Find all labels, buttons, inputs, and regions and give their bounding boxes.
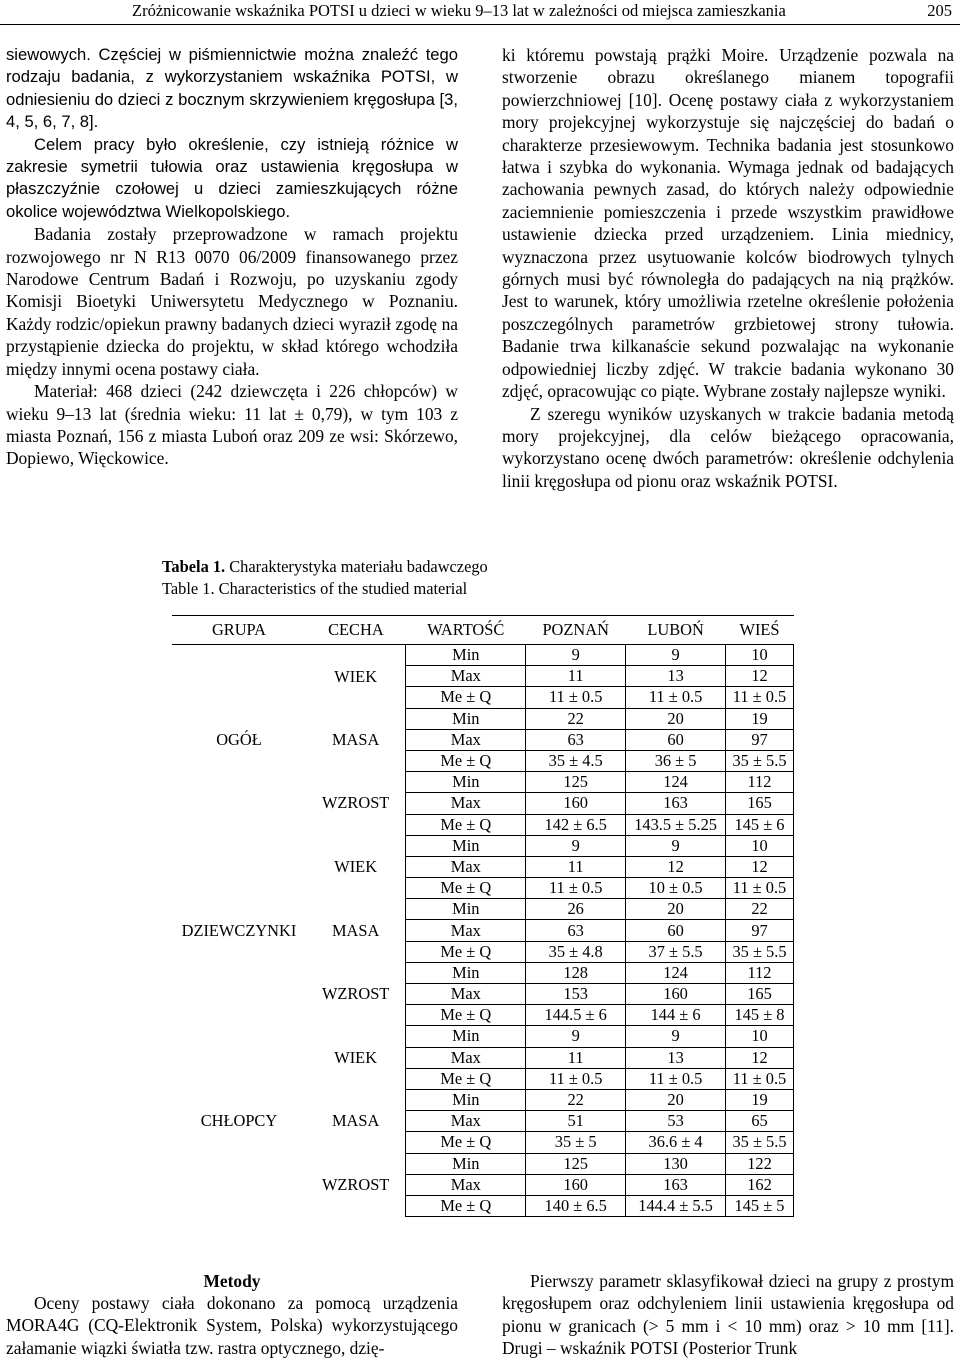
value-cell: 163	[626, 1174, 726, 1195]
group-cell: DZIEWCZYNKI	[181, 920, 297, 940]
paragraph: Badania zostały przeprowadzone w ramach projektu rozwojowego nr N R13 0070 06/2009 finansowanego przez Narodowe Centrum Badań i Rozwoju, po uzyskaniu zgody Komisji Bioetyki Uniwersytetu Medycznego w Poznaniu. Każdy rodzic/opiekun prawny badanych dzieci wyraził zgodę na przystąpienie dziecka do projektu, w skład którego wchodziła między innymi ocena postawy ciała.	[6, 224, 458, 379]
value-cell: 9	[626, 835, 726, 856]
value-cell: 97	[726, 729, 794, 750]
value-cell: 11	[526, 856, 626, 877]
value-cell: 124	[626, 962, 726, 983]
value-cell: 124	[626, 772, 726, 793]
value-cell: 63	[526, 920, 626, 941]
feature-cell: WZROST	[321, 984, 390, 1004]
value-cell: 145 ± 6	[726, 814, 794, 835]
statistic-cell: Me ± Q	[406, 1132, 526, 1153]
value-cell: 165	[726, 984, 794, 1005]
statistic-cell: Min	[406, 1026, 526, 1047]
statistic-cell: Me ± Q	[406, 1195, 526, 1216]
statistic-cell: Me ± Q	[406, 1068, 526, 1089]
value-cell: 65	[726, 1111, 794, 1132]
value-cell: 97	[726, 920, 794, 941]
table-header-row	[172, 616, 794, 645]
statistic-cell: Min	[406, 1153, 526, 1174]
value-cell: 10	[726, 835, 794, 856]
value-cell: 125	[526, 772, 626, 793]
statistic-cell: Me ± Q	[406, 750, 526, 771]
value-cell: 11 ± 0.5	[726, 1068, 794, 1089]
value-cell: 11 ± 0.5	[526, 878, 626, 899]
value-cell: 35 ± 5	[526, 1132, 626, 1153]
value-cell: 142 ± 6.5	[526, 814, 626, 835]
table-row	[172, 1026, 794, 1047]
header-cell: LUBOŃ	[626, 616, 726, 645]
page-number: 205	[927, 1, 952, 20]
table-body	[172, 645, 794, 1217]
statistic-cell: Min	[406, 1089, 526, 1110]
table-caption	[162, 556, 488, 600]
value-cell: 11	[526, 1047, 626, 1068]
paragraph: Oceny postawy ciała dokonano za pomocą urządzenia MORA4G (CQ-Elektronik System, Polska) wykorzystującego załamanie wiązki światła tzw. rastra optycznego, dzię-	[6, 1293, 458, 1358]
value-cell: 11 ± 0.5	[626, 687, 726, 708]
value-cell: 19	[726, 708, 794, 729]
feature-cell: WIEK	[334, 666, 378, 686]
value-cell: 125	[526, 1153, 626, 1174]
group-cell: OGÓŁ	[216, 730, 262, 750]
value-cell: 10	[726, 645, 794, 666]
statistic-cell: Max	[406, 793, 526, 814]
value-cell: 10 ± 0.5	[626, 878, 726, 899]
statistic-cell: Me ± Q	[406, 1005, 526, 1026]
group-cell: CHŁOPCY	[200, 1111, 278, 1131]
paragraph: Pierwszy parametr sklasyfikował dzieci na grupy z prostym kręgosłupem oraz odchyleniem linii ustawienia kręgosłupa od pionu w granicach (> 5 mm i < 10 mm) oraz > 10 mm [11]. Drugi – wskaźnik POTSI (Posterior Trunk	[502, 1271, 954, 1359]
feature-cell: MASA	[331, 1111, 380, 1131]
value-cell: 22	[526, 708, 626, 729]
header-cell: GRUPA	[172, 616, 306, 645]
header-cell: WIEŚ	[726, 616, 794, 645]
value-cell: 20	[626, 708, 726, 729]
value-cell: 11 ± 0.5	[726, 687, 794, 708]
value-cell: 112	[726, 962, 794, 983]
value-cell: 11 ± 0.5	[526, 687, 626, 708]
feature-cell: WZROST	[321, 793, 390, 813]
value-cell: 22	[726, 899, 794, 920]
value-cell: 9	[626, 1026, 726, 1047]
caption-text: Charakterystyka materiału badawczego	[225, 557, 488, 576]
paragraph: siewowych. Częściej w piśmiennictwie można znaleźć tego rodzaju badania, z wykorzystaniem wskaźnika POTSI, w odniesieniu do dzieci z bocznym skrzywieniem kręgosłupa [3, 4, 5, 6, 7, 8].	[6, 45, 458, 132]
value-cell: 160	[526, 793, 626, 814]
right-text-column	[502, 44, 954, 492]
value-cell: 165	[726, 793, 794, 814]
value-cell: 53	[626, 1111, 726, 1132]
value-cell: 9	[626, 645, 726, 666]
results-text-column	[502, 1270, 954, 1360]
value-cell: 12	[726, 1047, 794, 1068]
table-row	[172, 835, 794, 856]
paragraph: Celem pracy było określenie, czy istnieją różnice w zakresie symetrii tułowia oraz ustawienia kręgosłupa w płaszczyźnie czołowej u dzieci zamieszkujących różne okolice województwa Wielkopolskiego.	[6, 134, 458, 221]
statistic-cell: Max	[406, 1111, 526, 1132]
value-cell: 35 ± 5.5	[726, 750, 794, 771]
value-cell: 9	[526, 645, 626, 666]
value-cell: 35 ± 5.5	[726, 941, 794, 962]
statistic-cell: Max	[406, 1174, 526, 1195]
value-cell: 122	[726, 1153, 794, 1174]
value-cell: 63	[526, 729, 626, 750]
value-cell: 144.5 ± 6	[526, 1005, 626, 1026]
statistic-cell: Me ± Q	[406, 941, 526, 962]
value-cell: 35 ± 4.8	[526, 941, 626, 962]
value-cell: 163	[626, 793, 726, 814]
value-cell: 162	[726, 1174, 794, 1195]
running-title: Zróżnicowanie wskaźnika POTSI u dzieci w wieku 9–13 lat w zależności od miejsca zamieszkania	[132, 1, 786, 20]
value-cell: 160	[526, 1174, 626, 1195]
value-cell: 143.5 ± 5.25	[626, 814, 726, 835]
running-header	[0, 0, 960, 25]
statistic-cell: Max	[406, 856, 526, 877]
value-cell: 11	[526, 666, 626, 687]
value-cell: 112	[726, 772, 794, 793]
paragraph: Materiał: 468 dzieci (242 dziewczęta i 226 chłopców) w wieku 9–13 lat (średnia wieku: 11 lat ± 0,79), w tym 103 z miasta Poznań, 156 z miasta Luboń oraz 209 ze wsi: Skórzewo, Dopiewo, Więckowice.	[6, 381, 458, 469]
statistic-cell: Min	[406, 645, 526, 666]
value-cell: 36.6 ± 4	[626, 1132, 726, 1153]
statistic-cell: Min	[406, 772, 526, 793]
value-cell: 11 ± 0.5	[626, 1068, 726, 1089]
value-cell: 11 ± 0.5	[726, 878, 794, 899]
value-cell: 10	[726, 1026, 794, 1047]
value-cell: 144.4 ± 5.5	[626, 1195, 726, 1216]
statistic-cell: Min	[406, 899, 526, 920]
value-cell: 12	[726, 666, 794, 687]
section-heading: Metody	[203, 1271, 261, 1291]
value-cell: 26	[526, 899, 626, 920]
value-cell: 20	[626, 1089, 726, 1110]
value-cell: 145 ± 5	[726, 1195, 794, 1216]
statistic-cell: Max	[406, 920, 526, 941]
feature-cell: WZROST	[321, 1174, 390, 1194]
value-cell: 60	[626, 920, 726, 941]
statistic-cell: Me ± Q	[406, 814, 526, 835]
value-cell: 19	[726, 1089, 794, 1110]
feature-cell: WIEK	[334, 1047, 378, 1067]
value-cell: 36 ± 5	[626, 750, 726, 771]
value-cell: 13	[626, 666, 726, 687]
caption-label: Tabela 1.	[162, 557, 226, 576]
left-text-column	[6, 44, 458, 470]
feature-cell: WIEK	[334, 856, 378, 876]
value-cell: 12	[626, 856, 726, 877]
paragraph: ki któremu powstają prążki Moire. Urządzenie pozwala na stworzenie obrazu określanego mianem topografii powierzchniowej [10]. Ocenę postawy ciała z wykorzystaniem mory projekcyjnej wykorzystuje się najczęściej do badań o charakterze przesiewowym. Technika badania jest stosunkowo łatwa i szybka do wykonania. Wymaga jednak od badających zachowania pewnych zasad, do których należy odpowiednie zaciemnienie pomieszczenia i przede wszystkim prawidłowe ustawienie dziecka przed urządzeniem. Linia miednicy, wyznaczona przez usytuowanie kolców biodrowych tylnych górnych musi być równoległa do padających na nią prążków. Jest to warunek, który umożliwia rzetelne określenie położenia poszczególnych parametrów grzbietowej strony tułowia. Badanie trwa kilkanaście sekund pozwalając na wykonanie odpowiedniej liczby zdjęć. W trakcie badania wykonano 30 zdjęć, opracowując co piąte. Wybrane zostały najlepsze wyniki.	[502, 45, 954, 402]
statistic-cell: Me ± Q	[406, 687, 526, 708]
feature-cell: MASA	[331, 729, 380, 749]
methods-section	[6, 1270, 458, 1359]
value-cell: 37 ± 5.5	[626, 941, 726, 962]
value-cell: 153	[526, 984, 626, 1005]
value-cell: 9	[526, 835, 626, 856]
value-cell: 9	[526, 1026, 626, 1047]
statistic-cell: Min	[406, 708, 526, 729]
value-cell: 11 ± 0.5	[526, 1068, 626, 1089]
header-cell: WARTOŚĆ	[406, 616, 526, 645]
value-cell: 160	[626, 984, 726, 1005]
characteristics-table	[172, 615, 794, 1217]
header-cell: CECHA	[306, 616, 406, 645]
value-cell: 51	[526, 1111, 626, 1132]
statistic-cell: Me ± Q	[406, 878, 526, 899]
value-cell: 20	[626, 899, 726, 920]
value-cell: 35 ± 5.5	[726, 1132, 794, 1153]
statistic-cell: Min	[406, 835, 526, 856]
paragraph: Z szeregu wyników uzyskanych w trakcie badania metodą mory projekcyjnej, dla celów bieżącego opracowania, wykorzystano ocenę dwóch parametrów: określenie odchylenia linii kręgosłupa od pionu oraz wskaźnik POTSI.	[502, 403, 954, 491]
statistic-cell: Max	[406, 666, 526, 687]
feature-cell: MASA	[331, 920, 380, 940]
value-cell: 60	[626, 729, 726, 750]
statistic-cell: Max	[406, 729, 526, 750]
statistic-cell: Max	[406, 984, 526, 1005]
value-cell: 130	[626, 1153, 726, 1174]
value-cell: 145 ± 8	[726, 1005, 794, 1026]
value-cell: 128	[526, 962, 626, 983]
caption-english: Table 1. Characteristics of the studied material	[162, 579, 468, 598]
caption-polish	[162, 556, 488, 578]
value-cell: 140 ± 6.5	[526, 1195, 626, 1216]
value-cell: 35 ± 4.5	[526, 750, 626, 771]
table-row	[172, 645, 794, 666]
header-cell: POZNAŃ	[526, 616, 626, 645]
statistic-cell: Max	[406, 1047, 526, 1068]
value-cell: 12	[726, 856, 794, 877]
statistic-cell: Min	[406, 962, 526, 983]
value-cell: 13	[626, 1047, 726, 1068]
value-cell: 22	[526, 1089, 626, 1110]
value-cell: 144 ± 6	[626, 1005, 726, 1026]
